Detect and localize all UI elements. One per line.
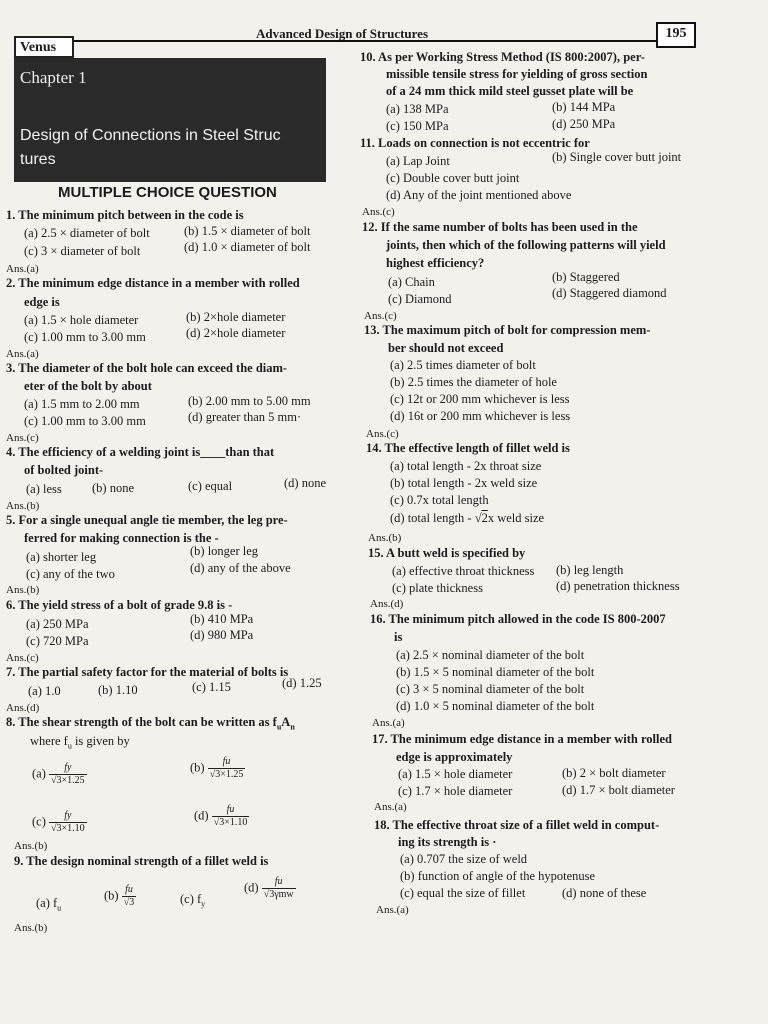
q9-b-num: fu [122,884,137,897]
q16-option-c: (c) 3 × 5 nominal diameter of the bolt [396,682,585,696]
question-12-line3: highest efficiency? [386,256,485,270]
q11-option-d: (d) Any of the joint mentioned above [386,188,572,202]
q15-option-d: (d) penetration thickness [556,579,680,593]
chapter-title [20,124,320,172]
q17-option-d: (d) 1.7 × bolt diameter [562,783,675,797]
q8-text-2: where f [30,734,68,748]
question-5-line2: ferred for making connection is the - [24,531,219,545]
q12-option-d: (d) Staggered diamond [552,286,667,300]
q2-option-a: (a) 1.5 × hole diameter [24,313,139,327]
q18-option-b: (b) function of angle of the hypotenuse [400,869,596,883]
question-10-line3: of a 24 mm thick mild steel gusset plate will be [386,84,634,98]
q2-option-c: (c) 1.00 mm to 3.00 mm [24,330,146,344]
q12-option-a: (a) Chain [388,275,435,289]
q9-a-sub: u [57,903,62,913]
q10-option-d: (d) 250 MPa [552,117,616,131]
q9-b-fraction [122,884,137,909]
q14-option-c: (c) 0.7x total length [390,493,489,507]
q18-option-a: (a) 0.707 the size of weld [400,852,528,866]
question-16-line1: 16. The minimum pitch allowed in the code IS 800-2007 [370,612,666,626]
q4-option-b: (b) none [92,481,134,495]
section-title: MULTIPLE CHOICE QUESTION [58,184,277,201]
q17-option-b: (b) 2 × bolt diameter [562,766,666,780]
q12-option-c: (c) Diamond [388,292,452,306]
q16-option-b: (b) 1.5 × 5 nominal diameter of the bolt [396,665,595,679]
q2-option-b: (b) 2×hole diameter [186,310,286,324]
q7-option-a: (a) 1.0 [28,684,61,698]
q7-answer: Ans.(d) [6,702,40,714]
q14-d-text1: (d) total length - [390,511,475,525]
q8-b-den: √3×1.25 [209,769,244,780]
q13-answer: Ans.(c) [366,428,399,440]
q17-answer: Ans.(a) [374,801,407,813]
question-5-line1: 5. For a single unequal angle tie member, the leg pre- [6,513,288,527]
q16-option-a: (a) 2.5 × nominal diameter of the bolt [396,648,585,662]
q8-c-den: √3×1.10 [51,823,85,834]
q18-option-c: (c) equal the size of fillet [400,886,526,900]
q4-option-c: (c) equal [188,479,233,493]
question-4-line2: of bolted joint- [24,463,104,477]
q8-a-den: √3×1.25 [51,775,85,786]
q7-option-d: (d) 1.25 [282,676,322,690]
q1-answer: Ans.(a) [6,263,39,275]
q9-d-label: (d) [244,880,259,895]
q13-option-d: (d) 16t or 200 mm whichever is less [390,409,571,423]
question-17-line1: 17. The minimum edge distance in a member with rolled [372,732,672,746]
q1-option-b: (b) 1.5 × diameter of bolt [184,224,311,238]
q18-option-d: (d) none of these [562,886,647,900]
question-12-line1: 12. If the same number of bolts has been used in the [362,220,638,234]
q12-answer: Ans.(c) [364,310,397,322]
question-18-line2: ing its strength is · [398,835,497,849]
q11-option-b: (b) Single cover butt joint [552,150,682,164]
q2-answer: Ans.(a) [6,348,39,360]
q8-text-1: 8. The shear strength of the bolt can be written as f [6,715,277,729]
q8-a-label: (a) [32,766,46,781]
question-10-line1: 10. As per Working Stress Method (IS 800:2007), per- [360,50,645,64]
question-13-line1: 13. The maximum pitch of bolt for compression mem- [364,323,651,337]
q8-d-num: fu [212,804,250,817]
q8-c-num: fy [49,810,87,823]
q8-option-d [194,804,249,829]
q8-a-num: fy [49,762,87,775]
q8-c-fraction [49,810,87,835]
question-2-line2: edge is [24,295,60,309]
brand-label: Venus [14,36,74,58]
question-4-line1: 4. The efficiency of a welding joint is____than that [6,445,275,459]
q8-d-label: (d) [194,808,209,823]
q2-option-d: (d) 2×hole diameter [186,326,286,340]
question-8-line1: 8. The shear strength of the bolt can be written as $f_uA_n$ [6,715,295,732]
q6-option-a: (a) 250 MPa [26,617,89,631]
q5-option-a: (a) shorter leg [26,550,97,564]
q7-option-c: (c) 1.15 [192,680,231,694]
question-9: 9. The design nominal strength of a fillet weld is [14,854,269,868]
q3-option-c: (c) 1.00 mm to 3.00 mm [24,414,146,428]
q14-option-a: (a) total length - 2x throat size [390,459,542,473]
q5-answer: Ans.(b) [6,584,40,596]
q17-option-a: (a) 1.5 × hole diameter [398,767,513,781]
question-1: 1. The minimum pitch between in the code is [6,208,244,222]
q14-answer: Ans.(b) [368,532,402,544]
q3-option-d: (d) greater than 5 mm· [188,410,302,424]
q8-option-a [32,762,87,787]
q3-option-b: (b) 2.00 mm to 5.00 mm [188,394,311,408]
question-3-line2: eter of the bolt by about [24,379,152,393]
q3-answer: Ans.(c) [6,432,39,444]
q9-option-a [36,896,61,913]
q7-option-b: (b) 1.10 [98,683,138,697]
q9-c-sub: y [201,899,206,909]
q15-option-c: (c) plate thickness [392,581,483,595]
question-16-line2: is [394,630,403,644]
q11-answer: Ans.(c) [362,206,395,218]
q8-option-c [32,810,87,835]
q16-option-d: (d) 1.0 × 5 nominal diameter of the bolt [396,699,595,713]
q9-d-fraction [262,876,296,901]
question-13-line2: ber should not exceed [388,341,504,355]
q1-option-a: (a) 2.5 × diameter of bolt [24,226,150,240]
q14-option-b: (b) total length - 2x weld size [390,476,538,490]
question-6: 6. The yield stress of a bolt of grade 9.8 is - [6,598,233,612]
q10-option-a: (a) 138 MPa [386,102,449,116]
q4-answer: Ans.(b) [6,500,40,512]
q13-option-b: (b) 2.5 times the diameter of hole [390,375,557,389]
q8-d-den: √3×1.10 [213,817,248,828]
q8-option-b [190,756,245,781]
q5-option-d: (d) any of the above [190,561,291,575]
question-17-line2: edge is approximately [396,750,513,764]
question-18-line1: 18. The effective throat size of a fillet weld in comput- [374,818,660,832]
q12-option-b: (b) Staggered [552,270,620,284]
q8-text-2b: is given by [71,734,130,748]
q4-option-a: (a) less [26,482,62,496]
q9-d-num: fu [262,876,296,889]
q10-option-b: (b) 144 MPa [552,100,616,114]
question-12-line2: joints, then which of the following patterns will yield [386,238,666,252]
q9-option-d [244,876,296,901]
q10-option-c: (c) 150 MPa [386,119,449,133]
q8-text-1b: A [281,715,291,729]
q5-option-c: (c) any of the two [26,567,115,581]
q8-b-fraction [208,756,246,781]
question-8-line2: where $f_u$ is given by [30,734,130,751]
q5-option-b: (b) longer leg [190,544,259,558]
question-10-line2: missible tensile stress for yielding of gross section [386,67,648,81]
q11-option-a: (a) Lap Joint [386,154,450,168]
q9-option-c [180,892,205,909]
q1-option-d: (d) 1.0 × diameter of bolt [184,240,311,254]
q13-option-c: (c) 12t or 200 mm whichever is less [390,392,570,406]
running-title: Advanced Design of Structures [256,26,429,41]
q9-option-b [104,884,136,909]
question-3-line1: 3. The diameter of the bolt hole can exceed the diam- [6,361,288,375]
chapter-title-line2: tures [20,151,56,168]
question-15: 15. A butt weld is specified by [368,546,526,560]
q15-option-b: (b) leg length [556,563,624,577]
question-11: 11. Loads on connection is not eccentric for [360,136,590,150]
q18-answer: Ans.(a) [376,904,409,916]
q8-b-num: fu [208,756,246,769]
q8-a-fraction [49,762,87,787]
q6-option-b: (b) 410 MPa [190,612,254,626]
q16-answer: Ans.(a) [372,717,405,729]
question-14: 14. The effective length of fillet weld is [366,441,570,455]
q14-d-root: 2 [481,511,488,525]
q13-option-a: (a) 2.5 times diameter of bolt [390,358,536,372]
q14-d-text2: x weld size [487,511,545,525]
q9-a-label: (a) f [36,896,58,910]
chapter-title-line1: Design of Connections in Steel Struc [20,127,281,144]
q9-c-label: (c) f [180,892,202,906]
q6-option-c: (c) 720 MPa [26,634,89,648]
q6-answer: Ans.(c) [6,652,39,664]
question-2-line1: 2. The minimum edge distance in a member with rolled [6,276,300,290]
q8-b-label: (b) [190,760,205,775]
q8-answer: Ans.(b) [14,840,48,852]
q9-d-den: √3γmw [263,889,294,900]
q11-option-c: (c) Double cover butt joint [386,171,520,185]
q15-option-a: (a) effective throat thickness [392,564,535,578]
q15-answer: Ans.(d) [370,598,404,610]
q8-d-fraction [212,804,250,829]
q3-option-a: (a) 1.5 mm to 2.00 mm [24,397,140,411]
q1-option-c: (c) 3 × diameter of bolt [24,244,141,258]
q17-option-c: (c) 1.7 × hole diameter [398,784,513,798]
page-number: 195 [656,22,696,48]
chapter-label: Chapter 1 [20,68,87,87]
q14-option-d: (d) total length - √2x weld size [390,511,545,525]
q8-c-label: (c) [32,814,46,829]
q9-answer: Ans.(b) [14,922,48,934]
q6-option-d: (d) 980 MPa [190,628,254,642]
q9-b-den: √3 [123,897,135,908]
question-7: 7. The partial safety factor for the material of bolts is [6,665,289,679]
q9-b-label: (b) [104,888,119,903]
q4-option-d: (d) none [284,476,326,490]
